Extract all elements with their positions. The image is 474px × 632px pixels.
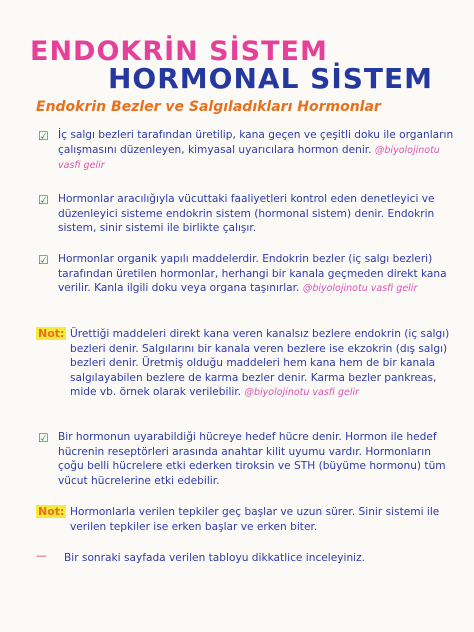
paragraph-target-cell: [58, 430, 460, 488]
note-gland-types: [70, 327, 460, 401]
dash-icon: —: [36, 550, 47, 562]
paragraph-text: Bir hormonun uyarabildiği hücreye hedef hücre denir. Hormon ile hedef hücrenin reseptörleri arasında anahtar kilit uyumu vardır. Hormonların çoğu belli hücrelere etki ederken tiroksin ve STH (büyüme hormonu) tüm vücut hücrelerine etki edebilir.: [58, 431, 446, 487]
page-title-2: HORMONAL SİSTEM: [108, 62, 433, 95]
paragraph-endocrine-system: [58, 192, 460, 236]
page-title-1: ENDOKRİN SİSTEM: [30, 36, 328, 67]
paragraph-organic-hormones: [58, 252, 460, 297]
checkbox-check-icon: ☑: [38, 129, 49, 143]
page-subtitle: Endokrin Bezler ve Salgıladıkları Hormonlar: [36, 99, 381, 115]
signature: @biyolojinotu vasfi gelir: [58, 144, 440, 172]
checkbox-check-icon: ☑: [38, 193, 49, 207]
footer-note: Bir sonraki sayfada verilen tabloyu dikkatlice inceleyiniz.: [64, 552, 366, 564]
paragraph-hormone-definition: [58, 128, 460, 174]
paragraph-text: Hormonlar aracılığıyla vücuttaki faaliyetleri kontrol eden denetleyici ve düzenleyici sisteme endokrin sistem (hormonal sistem) denir. Endokrin sistem, sinir sistemi ile birlikte çalışır.: [58, 193, 435, 235]
note-text: Ürettiği maddeleri direkt kana veren kanalsız bezlere endokrin (iç salgı) bezleri denir. Salgılarını bir kanala veren bezlere ise ekzokrin (dış salgı) bezleri denir. Üretmiş olduğu maddeleri hem kana hem de bir kanala salgılayabilen bezlere de karma bezler denir. Karma bezler pankreas, mide vb. örnek olarak verilebilir.: [70, 328, 450, 399]
signature: @biyolojinotu vasfi gelir: [244, 387, 360, 399]
paragraph-text: Hormonlar organik yapılı maddelerdir. Endokrin bezler (iç salgı bezleri) tarafından üretilen hormonlar, herhangi bir kanala geçmeden direkt kana verilir. Kanla ilgili doku veya organa taşınırlar.: [58, 253, 447, 295]
note-label: Not:: [38, 505, 65, 518]
note-text: Hormonlarla verilen tepkiler geç başlar ve uzun sürer. Sinir sistemi ile verilen tepkiler ise erken başlar ve erken biter.: [70, 506, 440, 533]
checkbox-check-icon: ☑: [38, 253, 49, 267]
paragraph-text: İç salgı bezleri tarafından üretilip, kana geçen ve çeşitli doku ile organların çalışmasını düzenleyen, kimyasal uyarıcılara hormon denir.: [58, 129, 454, 156]
note-label: Not:: [38, 327, 65, 340]
note-response-speed: [70, 505, 460, 534]
signature: @biyolojinotu vasfi gelir: [302, 283, 418, 295]
checkbox-check-icon: ☑: [38, 431, 49, 445]
